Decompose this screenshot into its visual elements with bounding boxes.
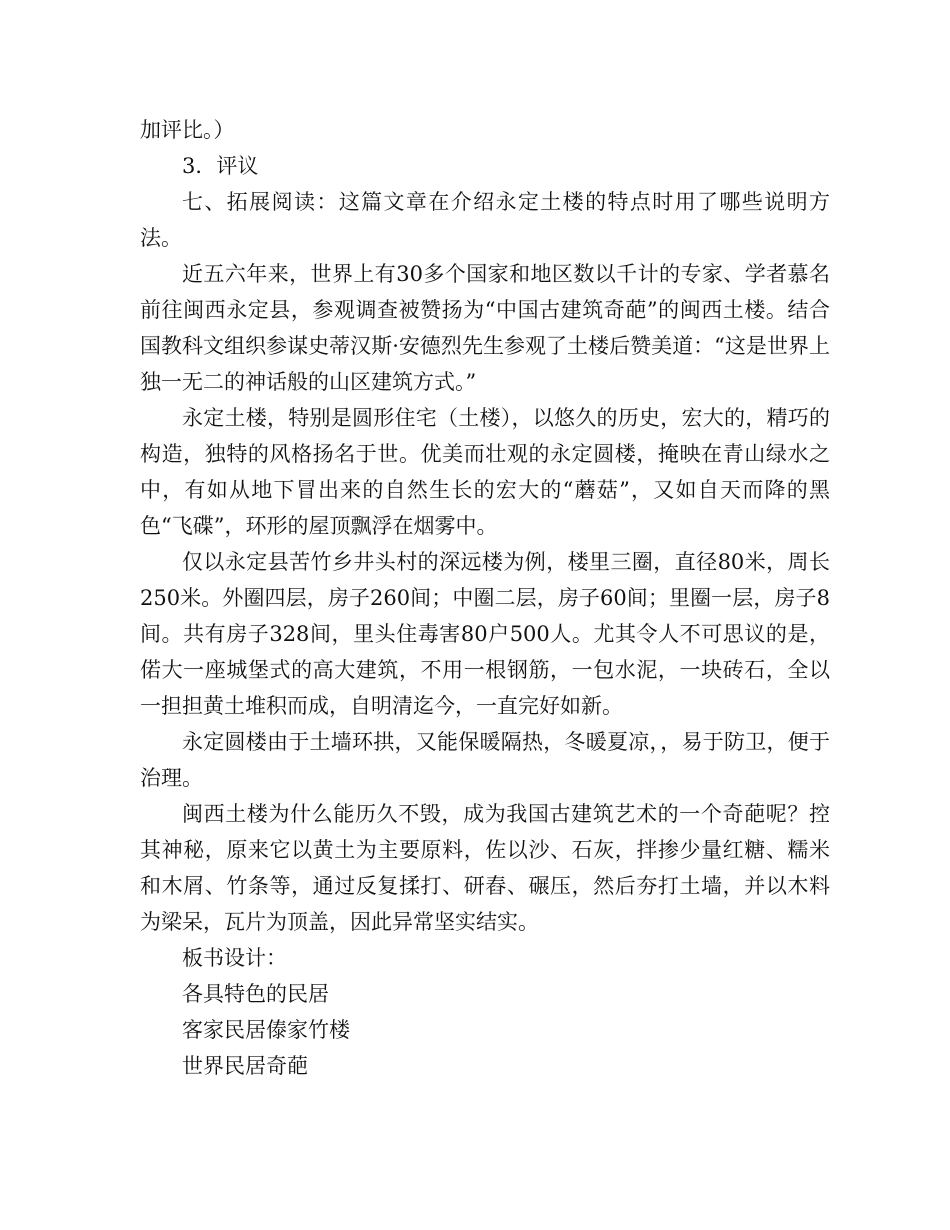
paragraph-continuation: 加评比。） bbox=[140, 118, 235, 142]
board-design-heading: 板书设计： bbox=[182, 946, 287, 970]
board-design-line-1: 各具特色的民居 bbox=[182, 982, 329, 1006]
reading-paragraph-5: 闽西土楼为什么能历久不毁，成为我国古建筑艺术的一个奇葩呢？控其神秘，原来它以黄土为主要原料，佐以沙、石灰，拌掺少量红糖、糯米和木屑、竹条等，通过反复揉打、研舂、碾压，然后夯打土墙，并以木料为梁呆，瓦片为顶盖，因此异常坚实结实。 bbox=[140, 802, 830, 934]
reading-paragraph-2: 永定土楼，特别是圆形住宅（土楼），以悠久的历史，宏大的，精巧的构造，独特的风格扬名于世。优美而壮观的永定圆楼，掩映在青山绿水之中，有如从地下冒出来的自然生长的宏大的“蘑菇”，又如自天而降的黑色“飞碟”，环形的屋顶飘浮在烟雾中。 bbox=[140, 406, 830, 538]
board-design-line-3: 世界民居奇葩 bbox=[182, 1054, 308, 1078]
section-item-evaluation: 3．评议 bbox=[182, 154, 259, 178]
board-design-line-2: 客家民居傣家竹楼 bbox=[182, 1018, 350, 1042]
document-body bbox=[140, 112, 830, 1084]
reading-paragraph-1: 近五六年来，世界上有30多个国家和地区数以千计的专家、学者慕名前往闽西永定县，参观调查被赞扬为“中国古建筑奇葩”的闽西土楼。结合国教科文组织参谋史蒂汉斯·安德烈先生参观了土楼后赞美道：“这是世界上独一无二的神话般的山区建筑方式。” bbox=[140, 262, 830, 394]
section-heading-extended-reading: 七、拓展阅读：这篇文章在介绍永定土楼的特点时用了哪些说明方法。 bbox=[140, 190, 830, 250]
reading-paragraph-4: 永定圆楼由于土墙环拱，又能保暖隔热，冬暖夏凉，，易于防卫，便于治理。 bbox=[140, 730, 830, 790]
reading-paragraph-3: 仅以永定县苦竹乡井头村的深远楼为例，楼里三圈，直径80米，周长250米。外圈四层，房子260间；中圈二层，房子60间；里圈一层，房子8间。共有房子328间，里头住毒害80户500人。尤其令人不可思议的是，偌大一座城堡式的高大建筑，不用一根钢筋，一包水泥，一块砖石，全以一担担黄土堆积而成，自明清迄今，一直完好如新。 bbox=[140, 550, 830, 718]
